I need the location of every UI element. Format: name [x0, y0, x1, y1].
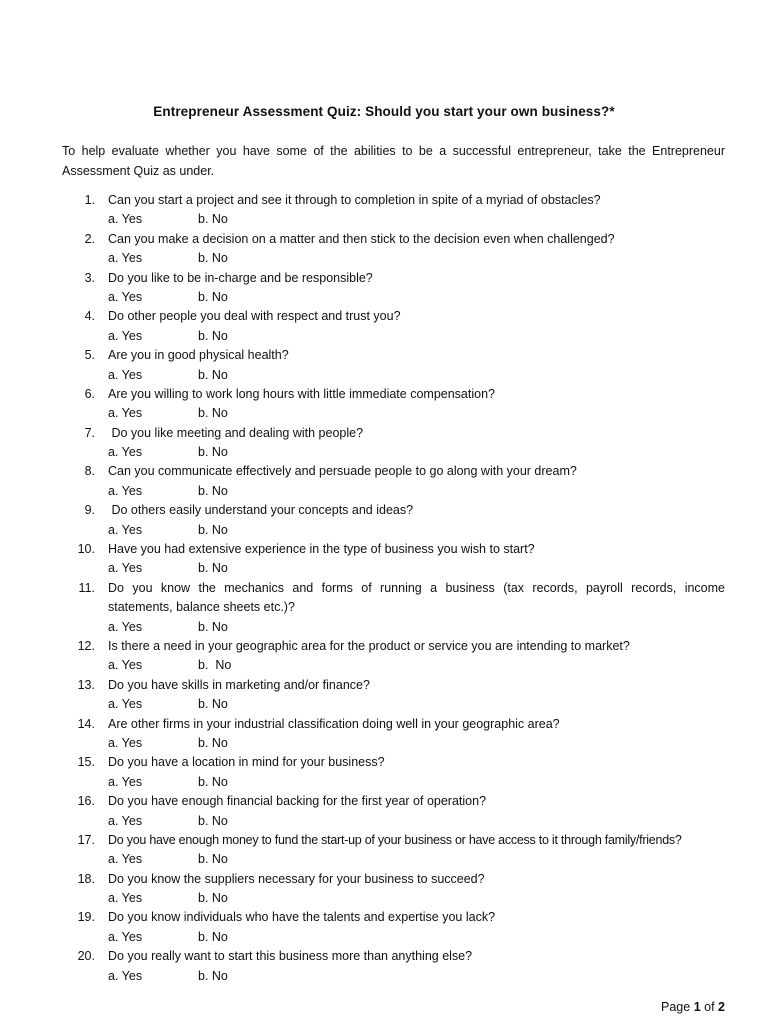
- question-item: [0, 230, 768, 269]
- question-number: 14.: [77, 716, 95, 731]
- question-number: 20.: [77, 949, 95, 964]
- question-item: [0, 540, 768, 579]
- question-number: 8.: [84, 464, 95, 479]
- question-text: Can you make a decision on a matter and then stick to the decision even when challenged?: [108, 231, 615, 246]
- question-number: 11.: [78, 580, 95, 595]
- question-number: 9.: [84, 503, 95, 518]
- question-item: [0, 424, 768, 463]
- question-number: 2.: [84, 231, 95, 246]
- question-text: [108, 579, 725, 598]
- option-yes: a. Yes: [108, 289, 143, 304]
- option-no: b. No: [198, 852, 228, 867]
- option-no: b. No: [198, 212, 228, 227]
- question-text: Are you in good physical health?: [108, 348, 289, 363]
- question-item: [0, 908, 768, 947]
- question-number: 1.: [84, 193, 95, 207]
- question-number: 15.: [77, 755, 95, 770]
- option-no: b. No: [198, 483, 228, 498]
- question-text: Do you have skills in marketing and/or finance?: [108, 677, 370, 692]
- question-item: [0, 637, 768, 676]
- option-yes: a. Yes: [108, 697, 143, 712]
- option-yes: a. Yes: [108, 212, 143, 227]
- question-item: [0, 191, 768, 230]
- question-item: [0, 269, 768, 308]
- question-number: 19.: [77, 910, 95, 925]
- question-item: [0, 792, 768, 831]
- question-item: [0, 346, 768, 385]
- option-no: b. No: [198, 406, 228, 421]
- option-no: b. No: [198, 328, 228, 343]
- option-yes: a. Yes: [108, 619, 143, 634]
- question-item: [0, 307, 768, 346]
- option-no: b. No: [198, 891, 228, 906]
- question-text: Are other firms in your industrial classification doing well in your geographic area?: [108, 716, 560, 731]
- question-text: Can you communicate effectively and persuade people to go along with your dream?: [108, 464, 577, 479]
- option-no: b. No: [198, 697, 228, 712]
- option-yes: a. Yes: [108, 406, 143, 421]
- question-item: [0, 870, 768, 909]
- question-text: Do you really want to start this business more than anything else?: [108, 949, 473, 964]
- option-no: b. No: [198, 735, 228, 750]
- option-no: b. No: [198, 968, 228, 983]
- option-no: b. No: [198, 774, 228, 789]
- option-no: b. No: [198, 445, 228, 460]
- option-no: b. No: [198, 367, 228, 382]
- question-text-line: Do you know the mechanics and forms of running a business (tax records, payroll records, income: [108, 580, 725, 595]
- intro-line: To help evaluate whether you have some of the abilities to be a successful entrepreneur, take the Entrepreneur: [62, 144, 725, 158]
- option-yes: a. Yes: [108, 251, 143, 266]
- option-yes: a. Yes: [108, 852, 143, 867]
- question-text: Do you have enough financial backing for the first year of operation?: [108, 794, 487, 809]
- question-text: Do you like to be in-charge and be responsible?: [108, 270, 373, 285]
- option-yes: a. Yes: [108, 968, 143, 983]
- footer-page-total: 2: [718, 1000, 725, 1014]
- option-yes: a. Yes: [108, 813, 143, 828]
- question-text: Do others easily understand your concepts and ideas?: [108, 503, 414, 518]
- footer-of-word: of: [704, 1000, 715, 1014]
- option-no: b. No: [198, 289, 228, 304]
- footer-page-current: 1: [693, 1000, 701, 1014]
- question-text: Are you willing to work long hours with little immediate compensation?: [108, 386, 495, 401]
- question-text: Do you have a location in mind for your business?: [108, 755, 385, 770]
- option-yes: a. Yes: [108, 658, 143, 673]
- question-text-line: statements, balance sheets etc.)?: [108, 600, 295, 615]
- question-item: [0, 501, 768, 540]
- footer-page-word: Page: [661, 1000, 691, 1014]
- question-list: [0, 191, 768, 986]
- option-yes: a. Yes: [108, 328, 143, 343]
- question-item: [0, 753, 768, 792]
- page-footer: [661, 1000, 725, 1014]
- question-text: Have you had extensive experience in the type of business you wish to start?: [108, 542, 535, 557]
- question-number: 4.: [84, 309, 95, 324]
- option-no: b. No: [198, 813, 228, 828]
- question-item: [0, 831, 768, 870]
- question-number: 5.: [84, 348, 95, 363]
- option-no: b. No: [198, 619, 228, 634]
- option-no: b. No: [198, 658, 232, 673]
- option-yes: a. Yes: [108, 522, 143, 537]
- question-number: 6.: [84, 386, 95, 401]
- option-no: b. No: [198, 251, 228, 266]
- question-number: 13.: [77, 677, 95, 692]
- option-yes: a. Yes: [108, 929, 143, 944]
- question-text: Do you know individuals who have the talents and expertise you lack?: [108, 910, 496, 925]
- question-item: [0, 462, 768, 501]
- question-text: Can you start a project and see it through to completion in spite of a myriad of obstacles?: [108, 193, 601, 207]
- question-text: Do other people you deal with respect and trust you?: [108, 309, 401, 324]
- question-item: [0, 715, 768, 754]
- question-item: [0, 947, 768, 986]
- question-item: [0, 676, 768, 715]
- question-text: Is there a need in your geographic area for the product or service you are intending to market?: [108, 638, 630, 653]
- question-number: 16.: [77, 794, 95, 809]
- question-text: Do you like meeting and dealing with people?: [108, 425, 364, 440]
- question-number: 18.: [77, 871, 95, 886]
- option-yes: a. Yes: [108, 891, 143, 906]
- option-yes: a. Yes: [108, 735, 143, 750]
- question-number: 3.: [84, 270, 95, 285]
- question-number: 10.: [77, 542, 95, 557]
- option-yes: a. Yes: [108, 367, 143, 382]
- question-item: [0, 579, 768, 637]
- option-no: b. No: [198, 561, 228, 576]
- question-number: 17.: [77, 832, 95, 847]
- question-text: Do you have enough money to fund the start-up of your business or have access to it through family/friends?: [108, 832, 682, 847]
- question-number: 7.: [84, 425, 95, 440]
- intro-line: Assessment Quiz as under.: [62, 163, 215, 178]
- option-yes: a. Yes: [108, 561, 143, 576]
- option-no: b. No: [198, 522, 228, 537]
- option-yes: a. Yes: [108, 483, 143, 498]
- intro-paragraph: [62, 142, 725, 181]
- question-number: 12.: [77, 638, 95, 653]
- question-text: Do you know the suppliers necessary for your business to succeed?: [108, 871, 485, 886]
- option-yes: a. Yes: [108, 445, 143, 460]
- option-no: b. No: [198, 929, 228, 944]
- document-title: Entrepreneur Assessment Quiz: Should you start your own business?*: [153, 104, 615, 119]
- option-yes: a. Yes: [108, 774, 143, 789]
- question-item: [0, 385, 768, 424]
